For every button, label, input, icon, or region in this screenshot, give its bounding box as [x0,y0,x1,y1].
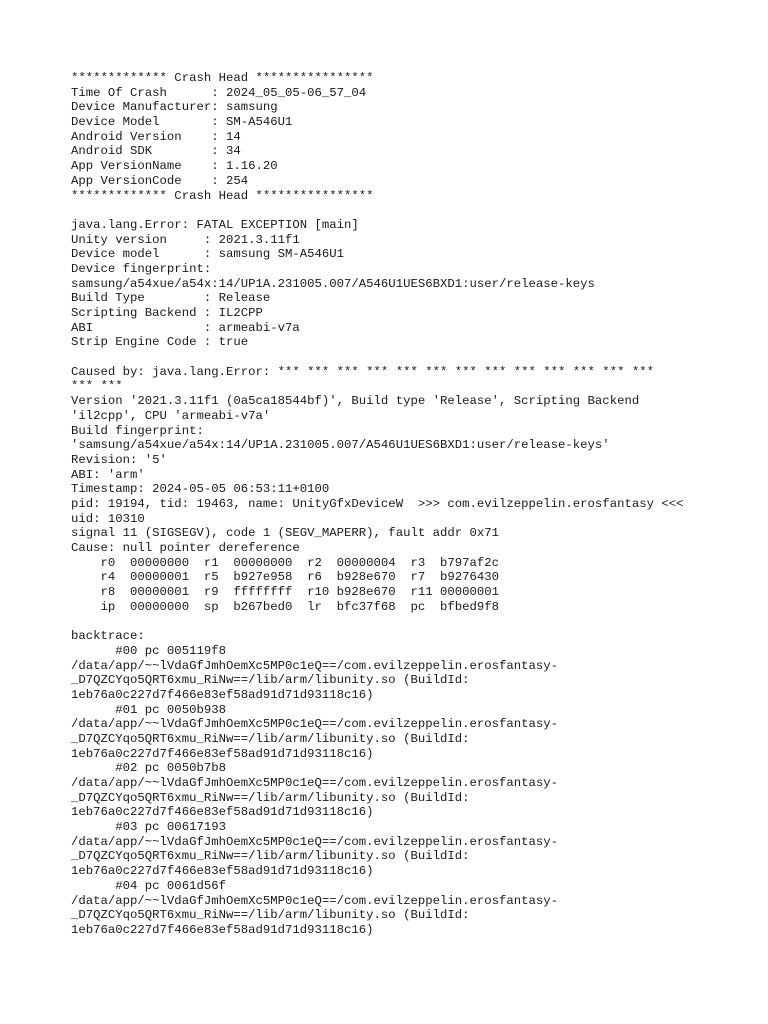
log-line: _D7QZCYqo5QRT6xmu_RiNw==/lib/arm/libunity.so (BuildId: [71,673,470,688]
log-line: /data/app/~~lVdaGfJmhOemXc5MP0c1eQ==/com.evilzeppelin.erosfantasy- [71,834,559,849]
log-line: Device model : samsung SM-A546U1 [71,247,345,262]
log-line: _D7QZCYqo5QRT6xmu_RiNw==/lib/arm/libunity.so (BuildId: [71,790,470,805]
log-line: signal 11 (SIGSEGV), code 1 (SEGV_MAPERR), fault addr 0x71 [71,526,500,541]
log-line: Cause: null pointer dereference [71,541,300,555]
log-line: backtrace: [71,629,145,644]
log-line: /data/app/~~lVdaGfJmhOemXc5MP0c1eQ==/com.evilzeppelin.erosfantasy- [71,893,559,908]
log-line: java.lang.Error: FATAL EXCEPTION [main] [71,217,359,232]
log-line: *** *** [71,379,123,394]
log-line: ************* Crash Head **************** [71,188,374,203]
log-line: samsung/a54xue/a54x:14/UP1A.231005.007/A546U1UES6BXD1:user/release-keys [71,276,595,291]
log-line: #02 pc 0050b7b8 [71,761,226,776]
log-line: _D7QZCYqo5QRT6xmu_RiNw==/lib/arm/libunity.so (BuildId: [71,849,470,864]
log-line: Device fingerprint: [71,261,212,276]
log-line: Timestamp: 2024-05-05 06:53:11+0100 [71,482,330,497]
log-line: 1eb76a0c227d7f466e83ef58ad91d71d93118c16) [71,805,374,820]
log-line: 'il2cpp', CPU 'armeabi-v7a' [71,408,271,423]
log-line: #03 pc 00617193 [71,820,226,835]
log-line: r0 00000000 r1 00000000 r2 00000004 r3 b797af2c [71,555,500,570]
log-line: ip 00000000 sp b267bed0 lr bfc37f68 pc bfbed9f8 [71,599,500,614]
log-line: Build Type : Release [71,291,271,306]
log-line: Android Version : 14 [71,129,241,144]
log-line: _D7QZCYqo5QRT6xmu_RiNw==/lib/arm/libunity.so (BuildId: [71,908,470,923]
log-line: Strip Engine Code : true [71,335,249,350]
log-line: r8 00000001 r9 ffffffff r10 b928e670 r11 00000001 [71,585,500,600]
log-line: App VersionCode : 254 [71,173,249,188]
log-line: _D7QZCYqo5QRT6xmu_RiNw==/lib/arm/libunity.so (BuildId: [71,731,470,746]
log-line: pid: 19194, tid: 19463, name: UnityGfxDeviceW >>> com.evilzeppelin.erosfantasy <<< [71,496,684,511]
log-line: ************* Crash Head **************** [71,71,374,85]
log-line: r4 00000001 r5 b927e958 r6 b928e670 r7 b9276430 [71,570,500,585]
log-line: Build fingerprint: [71,423,204,438]
log-line: 1eb76a0c227d7f466e83ef58ad91d71d93118c16) [71,922,374,937]
log-line: Android SDK : 34 [71,144,241,159]
log-line: App VersionName : 1.16.20 [71,159,278,174]
log-line: ABI : armeabi-v7a [71,320,300,335]
log-line: #04 pc 0061d56f [71,878,226,893]
log-line: 1eb76a0c227d7f466e83ef58ad91d71d93118c16) [71,687,374,702]
log-line: Unity version : 2021.3.11f1 [71,232,300,247]
log-line: uid: 10310 [71,511,145,526]
log-line: #00 pc 005119f8 [71,643,226,658]
log-line: Version '2021.3.11f1 (0a5ca18544bf)', Build type 'Release', Scripting Backend [71,394,640,409]
blank-line [71,203,751,218]
blank-line [71,614,751,629]
log-line: /data/app/~~lVdaGfJmhOemXc5MP0c1eQ==/com.evilzeppelin.erosfantasy- [71,776,559,790]
log-line: #01 pc 0050b938 [71,702,226,717]
blank-line [71,350,751,365]
log-line: Scripting Backend : IL2CPP [71,306,263,320]
log-line: Time Of Crash : 2024_05_05-06_57_04 [71,85,367,100]
log-line: 1eb76a0c227d7f466e83ef58ad91d71d93118c16) [71,746,374,761]
log-line: Device Manufacturer: samsung [71,100,278,115]
log-line: 1eb76a0c227d7f466e83ef58ad91d71d93118c16) [71,864,374,879]
log-line: Revision: '5' [71,452,167,467]
crash-log-document [71,71,751,938]
log-line: 'samsung/a54xue/a54x:14/UP1A.231005.007/A546U1UES6BXD1:user/release-keys' [71,438,610,453]
log-line: ABI: 'arm' [71,467,145,482]
log-line: Device Model : SM-A546U1 [71,115,293,130]
log-line: /data/app/~~lVdaGfJmhOemXc5MP0c1eQ==/com.evilzeppelin.erosfantasy- [71,717,559,732]
log-line: Caused by: java.lang.Error: *** *** *** *** *** *** *** *** *** *** *** *** *** [71,364,654,379]
log-line: /data/app/~~lVdaGfJmhOemXc5MP0c1eQ==/com.evilzeppelin.erosfantasy- [71,658,559,673]
